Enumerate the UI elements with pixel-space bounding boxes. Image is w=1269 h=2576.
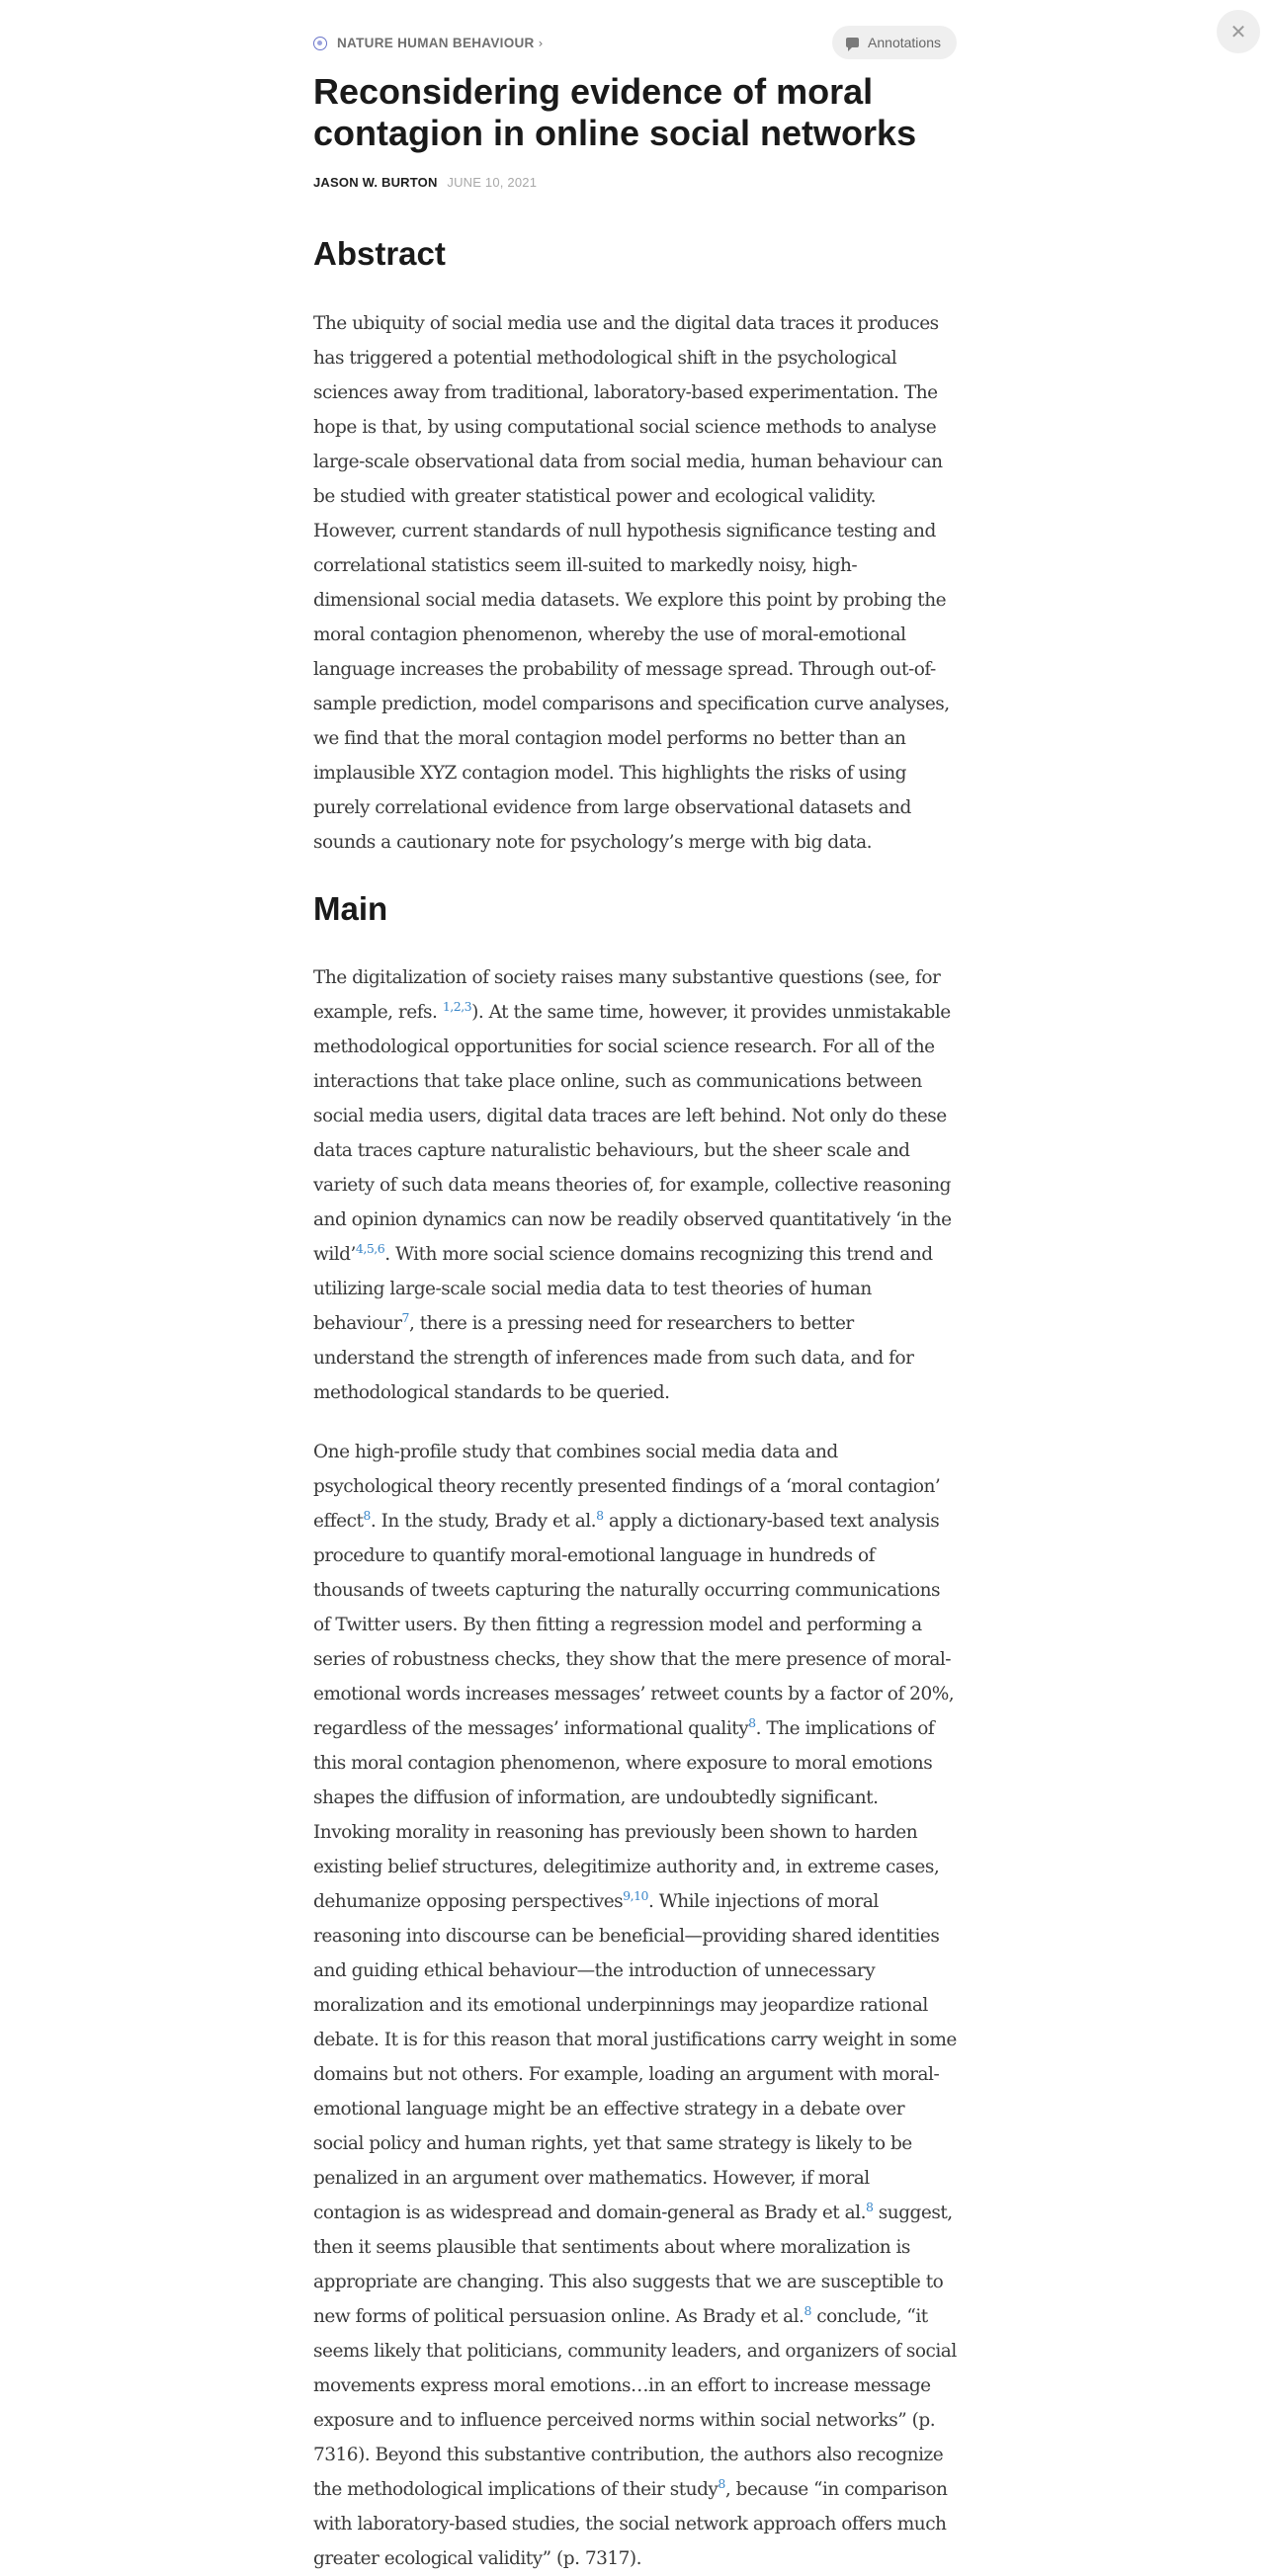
- annotations-label: Annotations: [868, 35, 941, 50]
- article: [313, 0, 957, 2569]
- comment-icon: [846, 38, 859, 47]
- abstract-heading: Abstract: [313, 235, 446, 272]
- reference-link[interactable]: 8: [804, 2303, 811, 2318]
- chevron-right-icon: ›: [538, 36, 544, 50]
- main-heading: Main: [313, 890, 388, 927]
- reference-link[interactable]: 4,5,6: [355, 1241, 385, 1256]
- text-run: , there is a pressing need for researchers to better understand the strength of inferences made from such data, and for methodological standards to be queried.: [313, 1313, 914, 1403]
- journal-name: NATURE HUMAN BEHAVIOUR: [337, 36, 535, 50]
- main-paragraph-2: [313, 1435, 957, 2576]
- close-icon[interactable]: ✕: [1229, 20, 1247, 43]
- reference-link[interactable]: 7: [401, 1310, 409, 1325]
- main-paragraph-1: [313, 960, 957, 1410]
- article-title: Reconsidering evidence of moral contagion in online social networks: [313, 71, 917, 153]
- close-button[interactable]: [1217, 10, 1260, 53]
- text-run: conclude, “it seems likely that politicians, community leaders, and organizers of social movements express moral emotions…in an effort to increase message exposure and to influence perceived norms within social networks” (p. 7316). Beyond this substantive contribution, the authors also recognize the methodological implications of their study: [313, 2306, 957, 2500]
- text-run: suggest, then it seems plausible that sentiments about where moralization is appropriate are changing. This also suggests that we are susceptible to new forms of political persuasion online. As Brady et al.: [313, 2202, 953, 2327]
- text-run: . With more social science domains recognizing this trend and utilizing large-scale social media data to test theories of human behaviour: [313, 1244, 933, 1334]
- reference-link[interactable]: 8: [718, 2476, 725, 2491]
- reference-link[interactable]: 1,2,3: [442, 999, 472, 1014]
- reference-link[interactable]: 8: [865, 2200, 874, 2214]
- reference-link[interactable]: 9,10: [623, 1888, 648, 1903]
- abstract-text: The ubiquity of social media use and the digital data traces it produces has triggered a potential methodological shift in the psychological sciences away from traditional, laboratory-based experimentation. The hope is that, by using computational social science methods to analyse large-scale observational data from social media, human behaviour can be studied with greater statistical power and ecological validity. However, current standards of null hypothesis significance testing and correlational statistics seem ill-suited to markedly noisy, high-dimensional social media datasets. We explore this point by probing the moral contagion phenomenon, whereby the use of moral-emotional language increases the probability of message spread. Through out-of-sample prediction, model comparisons and specification curve analyses, we find that the moral contagion model performs no better than an implausible XYZ contagion model. This highlights the risks of using purely correlational evidence from large observational datasets and sounds a cautionary note for psychology’s merge with big data.: [313, 313, 950, 853]
- text-run: One high-profile study that combines social media data and psychological theory recently presented findings of a ‘moral contagion’ effect: [313, 1442, 941, 1532]
- journal-link[interactable]: [313, 36, 544, 50]
- text-run: The digitalization of society raises many substantive questions (see, for example, refs.: [313, 967, 941, 1023]
- publication-date: JUNE 10, 2021: [447, 175, 538, 190]
- reference-link[interactable]: 8: [596, 1508, 604, 1523]
- text-run: . In the study, Brady et al.: [370, 1511, 597, 1532]
- text-run: . The implications of this moral contagion phenomenon, where exposure to moral emotions shapes the diffusion of information, are undoubtedly significant. Invoking morality in reasoning has previously been shown to harden existing belief structures, delegitimize authority and, in extreme cases, dehumanize opposing perspectives: [313, 1718, 940, 1912]
- annotations-button[interactable]: [832, 26, 957, 59]
- text-run: , because “in comparison with laboratory-based studies, the social network approach offers much greater ecological validity” (p. 7317).: [313, 2479, 948, 2569]
- byline: [313, 175, 537, 190]
- reference-link[interactable]: 8: [363, 1508, 371, 1523]
- journal-logo-icon: [313, 37, 327, 50]
- author-name[interactable]: JASON W. BURTON: [313, 175, 438, 190]
- article-body: [313, 229, 957, 2576]
- text-run: ). At the same time, however, it provides unmistakable methodological opportunities for social science research. For all of the interactions that take place online, such as communications between social media users, digital data traces are left behind. Not only do these data traces capture naturalistic behaviours, but the sheer scale and variety of such data means theories of, for example, collective reasoning and opinion dynamics can now be readily observed quantitatively ‘in the wild’: [313, 1002, 952, 1265]
- text-run: apply a dictionary-based text analysis procedure to quantify moral-emotional language in hundreds of thousands of tweets capturing the naturally occurring communications of Twitter users. By then fitting a regression model and performing a series of robustness checks, they show that the mere presence of moral-emotional words increases messages’ retweet counts by a factor of 20%, regardless of the messages’ informational quality: [313, 1511, 955, 1739]
- text-run: . While injections of moral reasoning into discourse can be beneficial—providing shared identities and guiding ethical behaviour—the introduction of unnecessary moralization and its emotional underpinnings may jeopardize rational debate. It is for this reason that moral justifications carry weight in some domains but not others. For example, loading an argument with moral-emotional language might be an effective strategy in a debate over social policy and human rights, yet that same strategy is likely to be penalized in an argument over mathematics. However, if moral contagion is as widespread and domain-general as Brady et al.: [313, 1891, 957, 2223]
- reference-link[interactable]: 8: [748, 1715, 756, 1730]
